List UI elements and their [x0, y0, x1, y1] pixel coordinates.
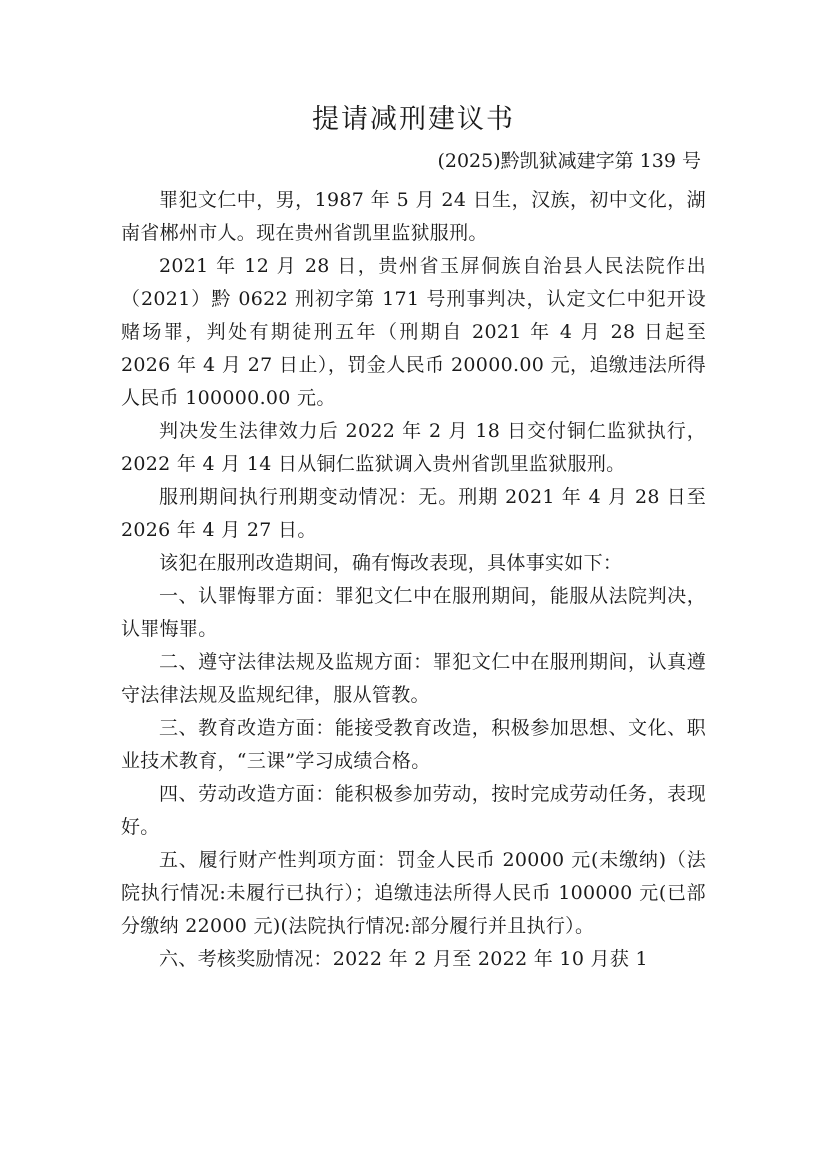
- paragraph-labor: 四、劳动改造方面：能积极参加劳动，按时完成劳动任务，表现好。: [121, 783, 706, 838]
- paragraph-repentance: 一、认罪悔罪方面：罪犯文仁中在服刑期间，能服从法院判决，认罪悔罪。: [121, 585, 706, 640]
- paragraph-rewards: 六、考核奖励情况：2022 年 2 月至 2022 年 10 月获 1: [159, 948, 648, 970]
- document-number: (2025)黔凯狱减建字第 139 号: [437, 150, 701, 172]
- document-title: 提请减刑建议书: [312, 104, 515, 135]
- paragraph-judgment: 2021 年 12 月 28 日，贵州省玉屏侗族自治县人民法院作出（2021）黔 0622 刑初字第 171 号刑事判决，认定文仁中犯开设赌场罪，判处有期徒刑五年（刑期自 2021 年 4 月 28 日起至 2026 年 4 月 27 日止），罚金人民币 20000.00 元，追缴违法所得人民币 100000.00 元。: [121, 255, 706, 409]
- paragraph-transfer: 判决发生法律效力后 2022 年 2 月 18 日交付铜仁监狱执行，2022 年 4 月 14 日从铜仁监狱调入贵州省凯里监狱服刑。: [121, 420, 706, 475]
- document-body: [121, 184, 706, 976]
- paragraph-discipline: 二、遵守法律法规及监规方面：罪犯文仁中在服刑期间，认真遵守法律法规及监规纪律，服从管教。: [121, 651, 706, 706]
- paragraph-property: 五、履行财产性判项方面：罚金人民币 20000 元(未缴纳)（法院执行情况:未履行已执行）；追缴违法所得人民币 100000 元(已部分缴纳 22000 元)(法院执行情况:部分履行并且执行）。: [121, 849, 706, 937]
- paragraph-personal-info: 罪犯文仁中，男，1987 年 5 月 24 日生，汉族，初中文化，湖南省郴州市人。现在贵州省凯里监狱服刑。: [121, 189, 706, 244]
- paragraph-sentence-change: 服刑期间执行刑期变动情况：无。刑期 2021 年 4 月 28 日至 2026 年 4 月 27 日。: [121, 486, 706, 541]
- paragraph-facts-intro: 该犯在服刑改造期间，确有悔改表现，具体事实如下：: [159, 552, 623, 574]
- paragraph-education: 三、教育改造方面：能接受教育改造，积极参加思想、文化、职业技术教育，“三课”学习成绩合格。: [121, 717, 706, 772]
